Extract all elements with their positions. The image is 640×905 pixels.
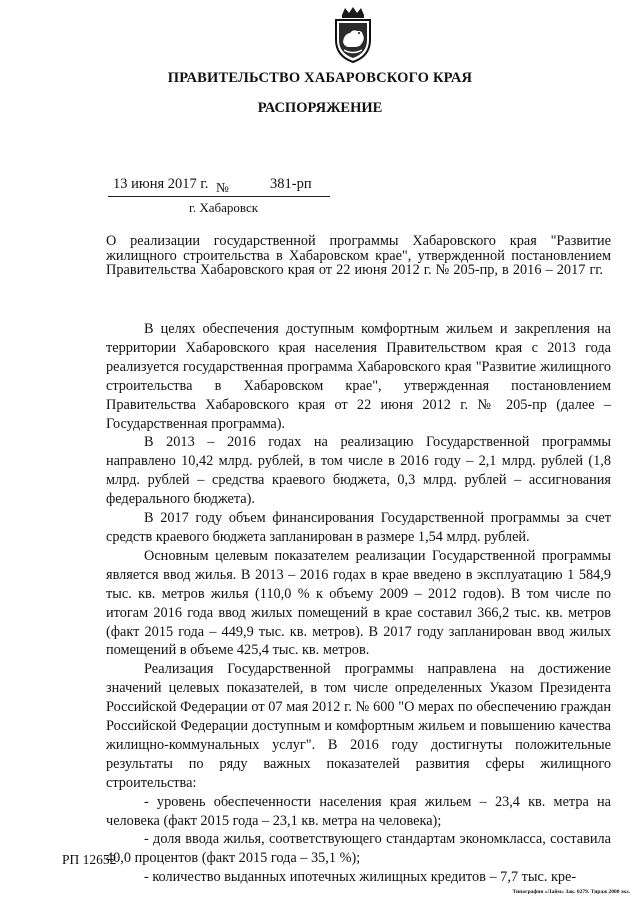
document-number: 381-рп	[270, 176, 312, 192]
body-list-item: - уровень обеспеченности населения края жильем – 23,4 кв. метра на человека (факт 2015 года – 23,1 кв. метра на человека);	[106, 793, 611, 829]
body-paragraph: Основным целевым показателем реализации Государственной программы является ввод жилья. В 2013 – 2016 годах в крае введено в эксплуатацию 1 584,9 тыс. кв. метров жилья (110,0 % к объему 2009 – 2012 годов). В том числе по итогам 2016 года ввод жилых помещений в крае составил 366,2 тыс. кв. метров (факт 2015 года – 449,9 тыс. кв. метров). В 2017 году запланирован ввод жилых помещений в объеме 425,4 тыс. кв. метров.	[106, 547, 611, 659]
body-list-item: - доля ввода жилья, соответствующего стандартам экономкласса, составила 40,0 процентов (факт 2015 года – 35,1 %);	[106, 831, 611, 867]
coat-of-arms-icon	[330, 6, 376, 64]
body-paragraph: В 2013 – 2016 годах на реализацию Государственной программы направлено 10,42 млрд. рублей, в том числе в 2016 году – 2,1 млрд. рублей (1,8 млрд. рублей – средства краевого бюджета, 0,3 млрд. рублей – ассигнования федерального бюджета).	[106, 434, 611, 508]
body-paragraph: В 2017 году объем финансирования Государственной программы за счет средств краевого бюджета запланирован в размере 1,54 млрд. рублей.	[106, 510, 611, 545]
document-body	[106, 320, 611, 887]
date-underline	[108, 196, 330, 197]
number-sign: №	[216, 180, 229, 195]
registration-code: РП 12652	[62, 852, 117, 867]
document-city: г. Хабаровск	[189, 200, 259, 215]
printing-info: Типография «Лайм» Зак. 0279. Тираж 2000 экз.	[512, 889, 630, 895]
government-title: ПРАВИТЕЛЬСТВО ХАБАРОВСКОГО КРАЯ	[167, 70, 473, 86]
document-type-title: РАСПОРЯЖЕНИЕ	[257, 100, 383, 116]
document-date: 13 июня 2017 г.	[113, 176, 209, 192]
document-subject: О реализации государственной программы Хабаровского края "Развитие жилищного строительства в Хабаровском крае", утвержденной постановлением Правительства Хабаровского края от 22 июня 2012 г. № 205-пр, в 2016 – 2017 гг.	[106, 233, 611, 278]
body-list-item: - количество выданных ипотечных жилищных кредитов – 7,7 тыс. кре-	[144, 869, 577, 886]
body-paragraph: В целях обеспечения доступным комфортным жильем и закрепления на территории Хабаровского края населения Правительством края с 2013 года реализуется государственная программа Хабаровского края "Развитие жилищного строительства в Хабаровском крае", утвержденная постановлением Правительства Хабаровского края от 22 июня 2012 г. № 205-пр (далее – Государственная программа).	[106, 321, 611, 432]
body-paragraph: Реализация Государственной программы направлена на достижение значений целевых показателей, в том числе определенных Указом Президента Российской Федерации от 07 мая 2012 г. № 600 "О мерах по обеспечению граждан Российской Федерации доступным и комфортным жильем и повышению качества жилищно-коммунальных услуг". В 2016 году достигнуты положительные результаты по ряду важных показателей развития сферы жилищного строительства:	[106, 661, 611, 791]
